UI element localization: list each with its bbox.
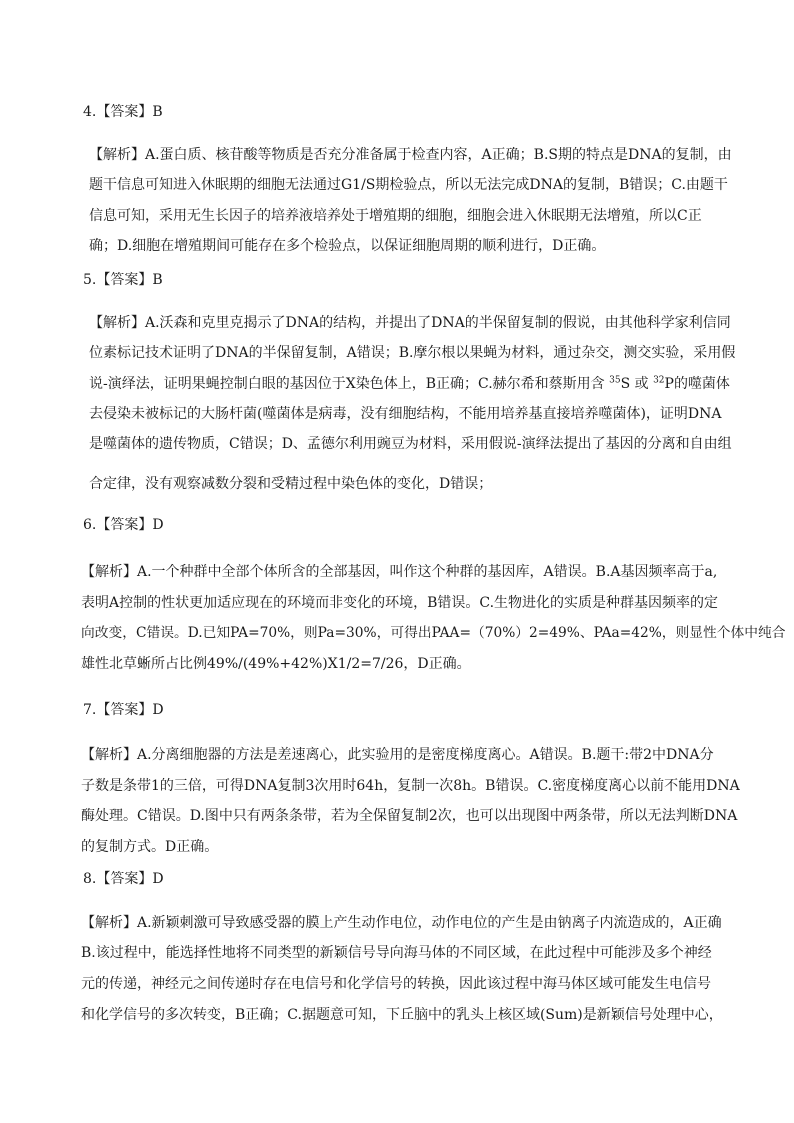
explanation-q7-line2: 子数是条带1的三倍，可得DNA复制3次用时64h，复制一次8h。B错误。C.密度梯度离心以前不能用DNA (81, 778, 740, 794)
explanation-q4-line2: 题干信息可知进入休眠期的细胞无法通过G1/S期检验点，所以无法完成DNA的复制，B错误；C.由题干 (89, 177, 728, 193)
isotope-or-text: 或 (634, 376, 649, 392)
explanation-q5-line3-tail: 的噬菌体 (673, 376, 730, 392)
explanation-q5-line5: 是噬菌体的遗传物质，C错误；D、孟德尔利用豌豆为材料，采用假说-演绎法提出了基因的分离和自由组 (89, 436, 732, 452)
answer-q6: 6.【答案】D (83, 517, 164, 533)
answer-q4: 4.【答案】B (83, 104, 163, 120)
isotope-phosphorus-symbol: P (664, 376, 674, 392)
answer-q8: 8.【答案】D (83, 871, 164, 887)
explanation-q8-line3: 元的传递，神经元之间传递时存在电信号和化学信号的转换，因此该过程中海马体区域可能发生电信号 (81, 976, 711, 992)
explanation-q5-line1: 【解析】A.沃森和克里克揭示了DNA的结构，并提出了DNA的半保留复制的假说，由其他科学家利信同 (89, 315, 731, 331)
explanation-q8-line2: B.该过程中，能选择性地将不同类型的新颖信号导向海马体的不同区域，在此过程中可能涉及多个神经 (81, 945, 712, 961)
explanation-q5-line2: 位素标记技术证明了DNA的半保留复制，A错误；B.摩尔根以果蝇为材料，通过杂交，测交实验，采用假 (89, 345, 736, 361)
isotope-sulfur-mass: 35 (609, 375, 621, 386)
explanation-q7-line1: 【解析】A.分离细胞器的方法是差速离心，此实验用的是密度梯度离心。A错误。B.题干:带2中DNA分 (81, 747, 714, 763)
explanation-q7-line3: 酶处理。C错误。D.图中只有两条条带，若为全保留复制2次，也可以出现图中两条带，所以无法判断DNA (81, 808, 738, 824)
explanation-q5-line3 (89, 374, 730, 394)
explanation-q4-line3: 信息可知，采用无生长因子的培养液培养处于增殖期的细胞，细胞会进入休眠期无法增殖，所以C正 (89, 208, 702, 224)
isotope-sulfur-symbol: S (620, 376, 631, 392)
explanation-q8-line4: 和化学信号的多次转变，B正确；C.据题意可知，下丘脑中的乳头上核区域(Sum)是新颖信号处理中心， (81, 1007, 723, 1023)
isotope-phosphorus-mass: 32 (653, 375, 665, 386)
explanation-q4-line1: 【解析】A.蛋白质、核苷酸等物质是否充分准备属于检查内容，A正确；B.S期的特点是DNA的复制，由 (89, 147, 732, 163)
explanation-q8-line1: 【解析】A.新颖刺激可导致感受器的膜上产生动作电位，动作电位的产生是由钠离子内流造成的，A正确 (81, 915, 722, 931)
explanation-q5-line4: 去侵染未被标记的大肠杆菌(噬菌体是病毒，没有细胞结构，不能用培养基直接培养噬菌体)，证明DNA (89, 406, 722, 422)
explanation-q6-line2: 表明A控制的性状更加适应现在的环境而非变化的环境，B错误。C.生物进化的实质是种群基因频率的定 (81, 595, 719, 611)
explanation-q5-line6: 合定律，没有观察减数分裂和受精过程中染色体的变化，D错误； (89, 476, 493, 492)
explanation-q7-line4: 的复制方式。D正确。 (81, 839, 219, 855)
explanation-q6-line1: 【解析】A.一个种群中全部个体所含的全部基因，叫作这个种群的基因库，A错误。B.A基因频率高于a, (81, 564, 718, 580)
explanation-q5-line3-text: 说-演绎法，证明果蝇控制白眼的基因位于X染色体上，B正确；C.赫尔希和蔡斯用含 (89, 376, 605, 392)
answer-q5: 5.【答案】B (83, 272, 163, 288)
explanation-q6-line4: 雄性北草蜥所占比例49%/(49%+42%)X1/2=7/26，D正确。 (81, 656, 471, 672)
answer-q7: 7.【答案】D (83, 702, 164, 718)
explanation-q4-line4: 确；D.细胞在增殖期间可能存在多个检验点，以保证细胞周期的顺利进行，D正确。 (89, 238, 606, 254)
explanation-q6-line3: 向改变，C错误。D.已知PA=70%，则Pa=30%，可得出PAA=（70%）2=49%、PAa=42%，则显性个体中纯合 (81, 625, 786, 641)
